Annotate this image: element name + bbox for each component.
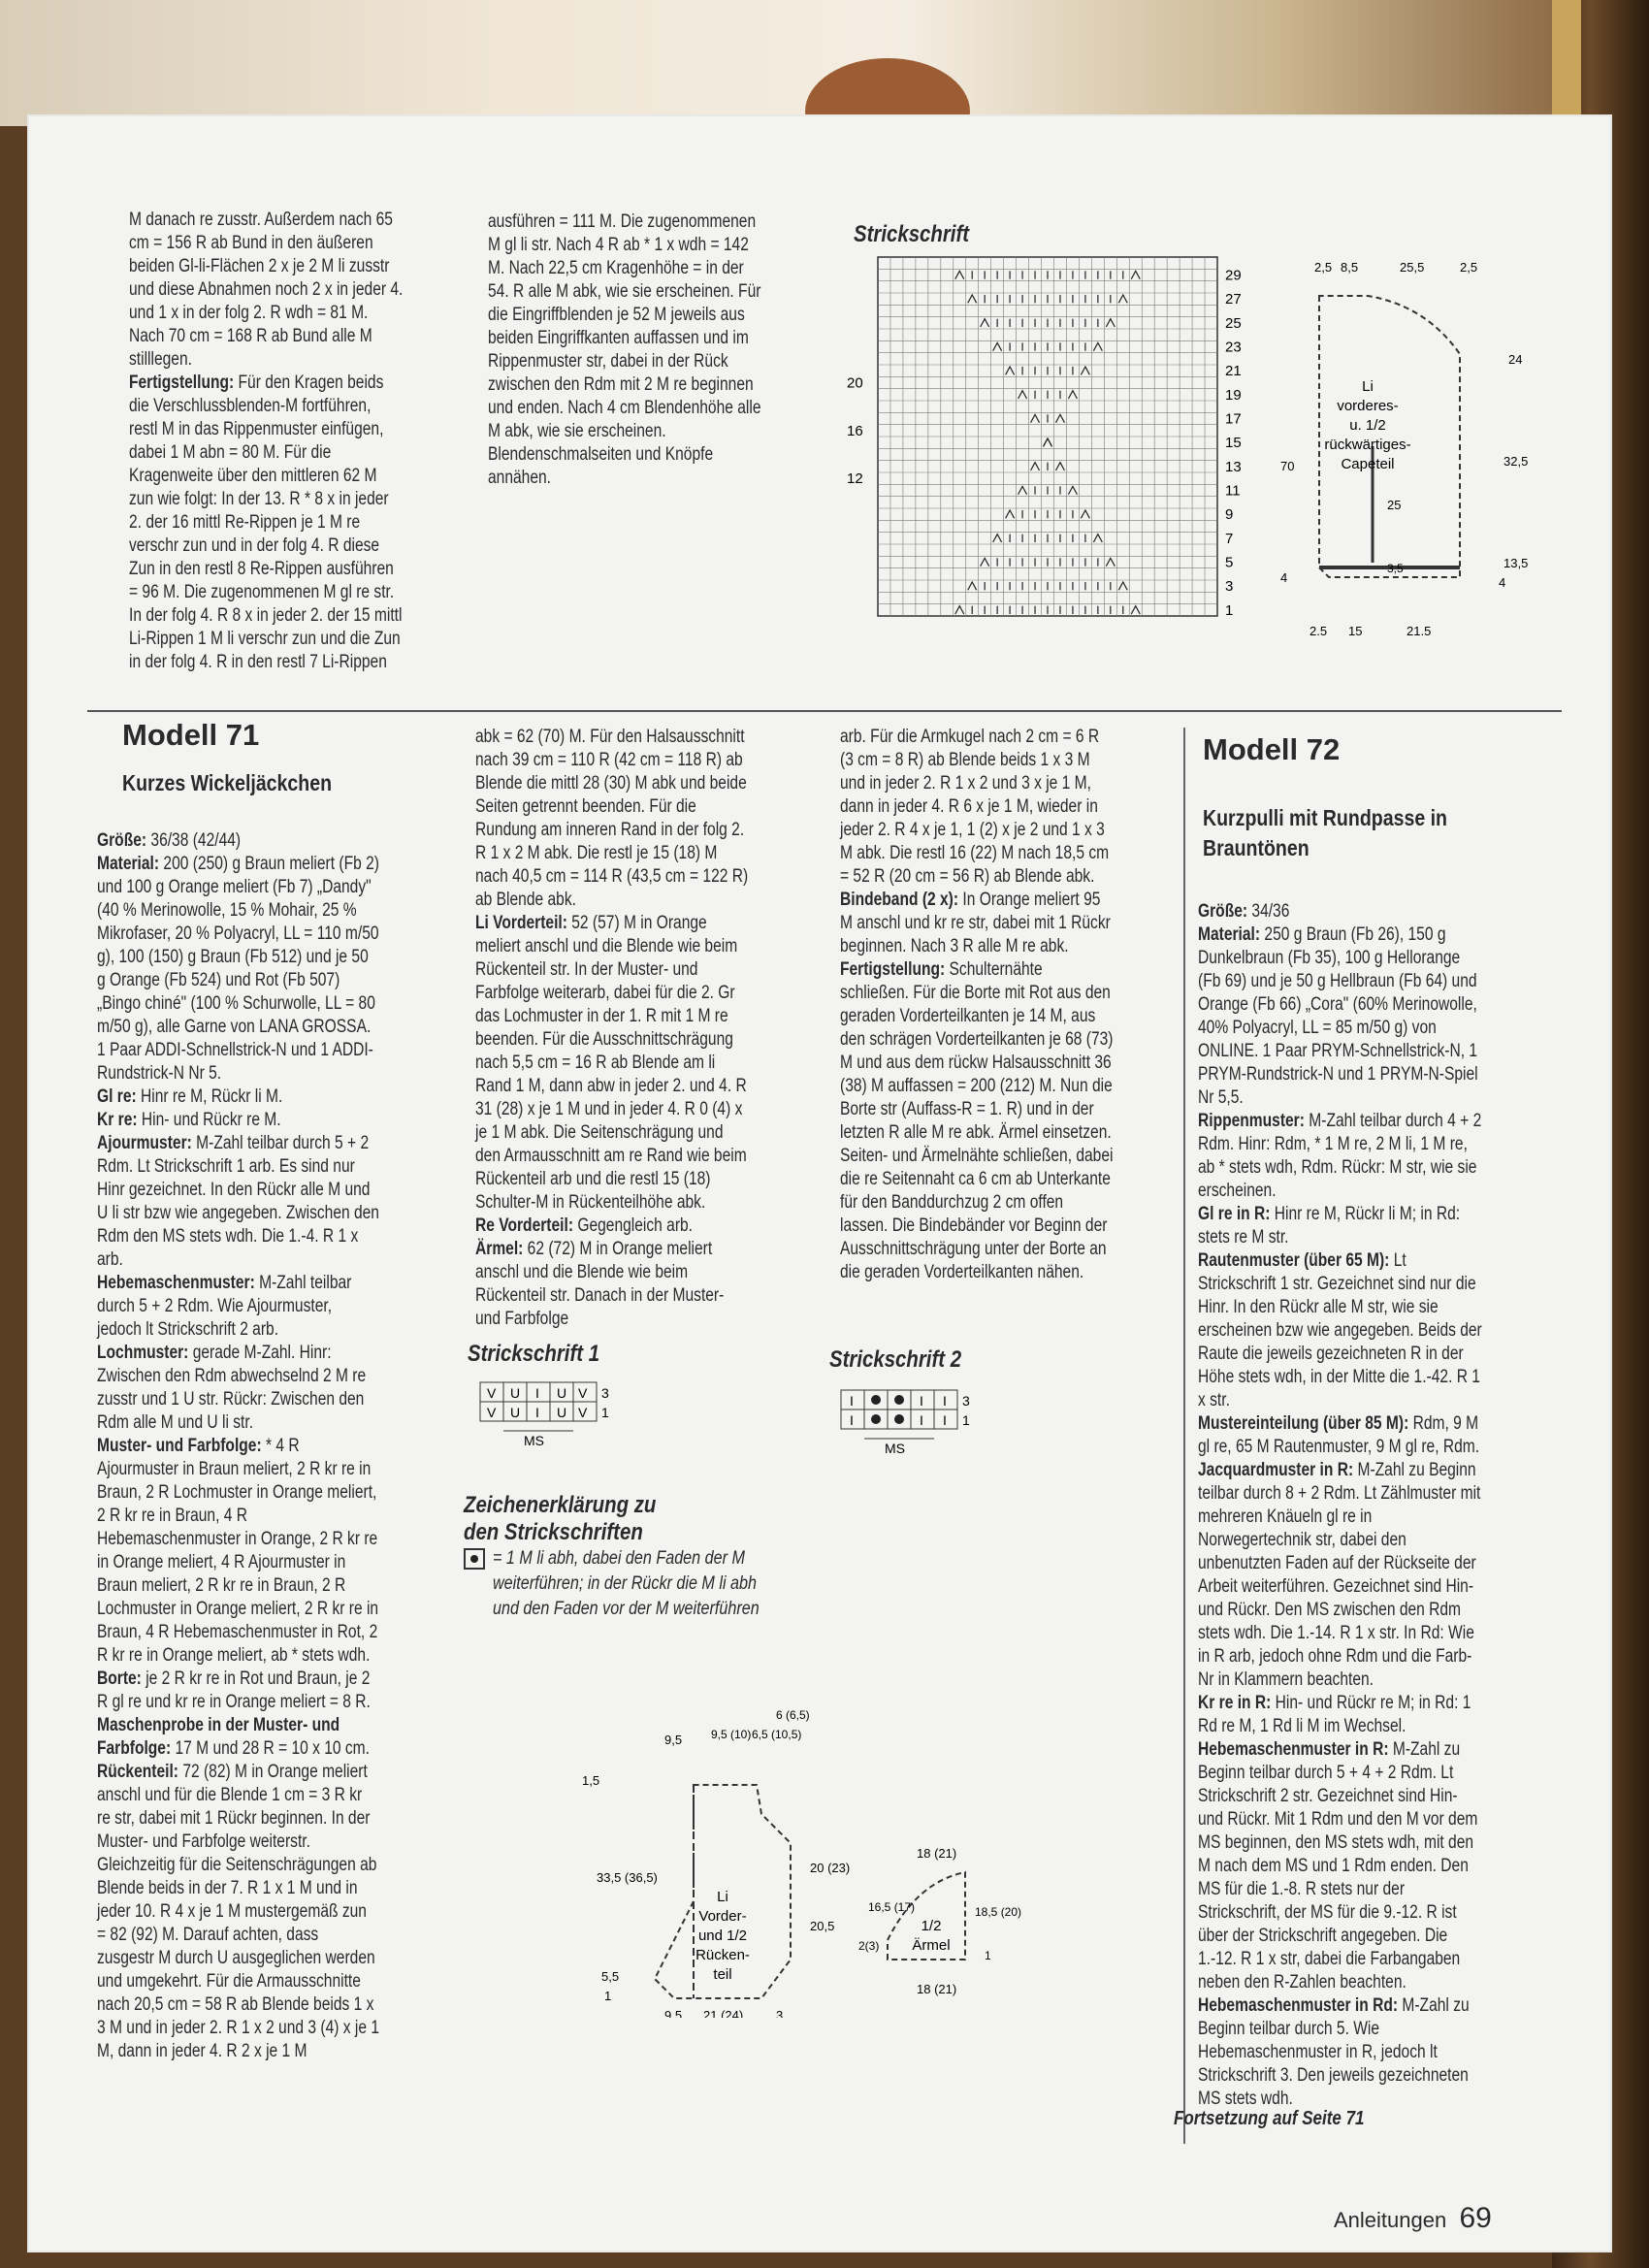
svg-text:I: I xyxy=(535,1405,539,1420)
krre-label: Kr re: xyxy=(97,1110,138,1130)
chart-right-row-numbers xyxy=(1225,267,1242,618)
chart-row-number: 12 xyxy=(847,470,863,488)
krre-text: Hin- und Rückr re M. xyxy=(141,1110,281,1130)
m72-glre-text: Hinr re M, Rückr li M; in Rd: stets re M str. xyxy=(1198,1204,1461,1247)
svg-text:2,5: 2,5 xyxy=(1460,260,1478,275)
m72-size-value: 34/36 xyxy=(1251,901,1290,922)
model-71-column-2 xyxy=(475,726,750,1331)
chart-cell-mark xyxy=(1018,486,1027,494)
svg-text:1: 1 xyxy=(604,1989,612,2003)
svg-text:V: V xyxy=(487,1405,497,1420)
strickschrift-1-title: Strickschrift 1 xyxy=(468,1341,600,1367)
chart-cell-mark xyxy=(955,606,964,614)
chart-row-number: 7 xyxy=(1225,530,1234,547)
raute-text: Lt Strickschrift 1 str. Gezeichnet sind nur die Hinr. In den Rückr alle M str, wie sie erscheinen bzw wie angegeben. Beids der Raute die jeweils gezeichneten R in der Höhe stets wdh, in der Mitte die 1.-42. R 1 x str. xyxy=(1198,1250,1482,1410)
chart-cell-mark xyxy=(993,342,1002,350)
svg-text:I: I xyxy=(943,1412,947,1428)
ajour-label: Ajourmuster: xyxy=(97,1133,192,1153)
aermel-label: Ärmel: xyxy=(475,1239,524,1259)
svg-text:u. 1/2: u. 1/2 xyxy=(1349,417,1386,434)
chart-row-number: 1 xyxy=(1225,601,1234,619)
chart-cell-mark xyxy=(1081,510,1089,518)
svg-text:1: 1 xyxy=(985,1949,991,1962)
svg-text:2,5: 2,5 xyxy=(1310,624,1328,635)
svg-text:Vorder-: Vorder- xyxy=(698,1908,747,1925)
chart-cell-mark xyxy=(981,558,989,566)
page-footer xyxy=(1334,2202,1492,2235)
svg-text:70: 70 xyxy=(1280,459,1295,473)
chart-row-number: 25 xyxy=(1225,314,1242,332)
top-col1-b-label: Fertigstellung: xyxy=(129,373,235,393)
top-capeteil-schematic xyxy=(1261,247,1571,640)
revt-text: Gegengleich arb. xyxy=(577,1215,694,1236)
model-72-column xyxy=(1198,900,1484,2111)
svg-text:16,5 (17): 16,5 (17) xyxy=(868,1900,916,1914)
size-value: 36/38 (42/44) xyxy=(150,830,242,851)
strickschrift-1-chart xyxy=(475,1377,650,1460)
heberd-text: M-Zahl zu Beginn teilbar durch 5. Wie Hebemaschenmuster in R, jedoch lt Strickschrift 3. Den jeweils gezeichneten MS stets wdh. xyxy=(1198,1995,1470,2109)
m72-hebe-text: M-Zahl zu Beginn teilbar durch 5 + 4 + 2 Rdm. Lt Strickschrift 2 str. Gezeichnet sind Hin- und Rückr. Mit 1 Rdm und den M vor dem MS beginnen, den MS stets wdh, mit den M nach dem MS und 1 Rdm enden. Den MS für die 1.-8. R stets nur der Strickschrift, der MS für die 9.-12. R ist über der Strickschrift angegeben. Die 1.-12. R 1 x str, dabei die Farbangaben neben den R-Zahlen beachten. xyxy=(1198,1739,1478,1993)
back-piece-schematic xyxy=(567,1707,858,2023)
jacq-text: M-Zahl zu Beginn teilbar durch 8 + 2 Rdm. Lt Zählmuster mit mehreren Knäueln gl re in Norwegertechnik str, dabei den unbenutzten Faden auf der Rückseite der Arbeit weiterführen. Gezeichnet sind Hin- und Rückr. Den MS zwischen den Rdm stets wdh. Die 1.-14. R 1 x str. In Rd: Wie in R arb, jedoch ohne Rdm und die Farb-Nr in Klammern beachten. xyxy=(1198,1460,1481,1690)
svg-text:I: I xyxy=(920,1393,923,1409)
svg-text:U: U xyxy=(557,1385,567,1401)
svg-text:33,5 (36,5): 33,5 (36,5) xyxy=(597,1870,658,1885)
col2-a-text: abk = 62 (70) M. Für den Halsausschnitt nach 39 cm = 110 R (42 cm = 118 R) ab Blende die mittl 28 (30) M abk und beide Seiten getrennt beenden. Für die Rundung am inneren Rand in der folg 2. R 1 x 2 M abk. Die restl je 15 (18) M nach 40,5 cm = 114 R (43,5 cm = 122 R) ab Blende abk. xyxy=(475,727,749,910)
ss2-ms: MS xyxy=(885,1441,905,1456)
svg-text:25: 25 xyxy=(1387,498,1402,512)
svg-text:20,5: 20,5 xyxy=(810,1919,835,1933)
chart-cell-mark xyxy=(1006,367,1015,374)
svg-text:I: I xyxy=(920,1412,923,1428)
m72-glre-label: Gl re in R: xyxy=(1198,1204,1271,1224)
ss1-row-3: 3 xyxy=(601,1385,609,1401)
chart-cell-mark xyxy=(968,295,977,303)
chart-cell-mark xyxy=(1031,414,1040,422)
svg-text:I: I xyxy=(850,1412,854,1428)
svg-text:und 1/2: und 1/2 xyxy=(697,1928,748,1944)
svg-text:21 (24): 21 (24) xyxy=(703,2008,744,2018)
svg-text:8,5: 8,5 xyxy=(1341,260,1359,275)
svg-text:3,5: 3,5 xyxy=(1387,562,1404,575)
binde-label: Bindeband (2 x): xyxy=(840,890,959,910)
column-divider xyxy=(1183,728,1185,2144)
svg-text:20 (23): 20 (23) xyxy=(810,1861,851,1875)
ajour-text: M-Zahl teilbar durch 5 + 2 Rdm. Lt Strickschrift 1 arb. Es sind nur Hinr gezeichnet. In den Rückr alle M und U li str bzw wie angegeben. Zwischen den Rdm den MS stets wdh. Die 1.-4. R 1 x arb. xyxy=(97,1133,379,1270)
top-chart-title: Strickschrift xyxy=(854,221,970,247)
chart-row-number: 11 xyxy=(1225,482,1241,500)
top-knitting-chart xyxy=(839,247,1246,640)
svg-text:2(3): 2(3) xyxy=(858,1939,880,1953)
model-71-column-3 xyxy=(840,726,1115,1284)
hebe-text: M-Zahl teilbar durch 5 + 2 Rdm. Wie Ajourmuster, jedoch lt Strickschrift 2 arb. xyxy=(97,1273,352,1340)
chart-cell-mark xyxy=(993,535,1002,542)
svg-text:13,5: 13,5 xyxy=(1504,556,1529,570)
top-col2-text: ausführen = 111 M. Die zugenommenen M gl li str. Nach 4 R ab * 1 x wdh = 142 M. Nach 22,5 cm Kragenhöhe = in der 54. R alle M abk, wie sie erscheinen. Für die Eingriffblenden je 52 M jeweils aus beiden Eingriffkanten auffassen und im Rippenmuster str, dabei in der Rück zwischen den Rdm mit 2 M re beginnen und enden. Nach 4 cm Blendenhöhe alle M abk, wie sie erscheinen. Blendenschmalseiten und Knöpfe annähen. xyxy=(488,211,761,488)
model-71-column-1 xyxy=(97,829,379,2063)
chart-cell-mark xyxy=(1106,319,1115,327)
chart-cell-mark xyxy=(1068,391,1077,399)
chart-cell-mark xyxy=(1106,558,1115,566)
svg-text:V: V xyxy=(487,1385,497,1401)
chart-cell-mark xyxy=(1118,295,1127,303)
chart-row-number: 29 xyxy=(1225,267,1242,284)
svg-text:I: I xyxy=(535,1385,539,1401)
chart-cell-mark xyxy=(1006,510,1015,518)
svg-text:Ärmel: Ärmel xyxy=(912,1937,951,1954)
slip-stitch-symbol-icon xyxy=(464,1548,485,1570)
svg-text:U: U xyxy=(557,1405,567,1420)
svg-text:Rücken-: Rücken- xyxy=(695,1947,750,1963)
strickschrift-2-chart xyxy=(836,1385,1011,1468)
einteil-label: Mustereinteilung (über 85 M): xyxy=(1198,1413,1409,1434)
svg-text:9,5 (10): 9,5 (10) xyxy=(711,1728,752,1741)
sleeve-schematic xyxy=(849,1804,1023,2003)
jacq-label: Jacquardmuster in R: xyxy=(1198,1460,1354,1480)
m72-hebe-label: Hebemaschenmuster in R: xyxy=(1198,1739,1389,1760)
ss1-row-1: 1 xyxy=(601,1405,609,1420)
material-text: 200 (250) g Braun meliert (Fb 2) und 100 g Orange meliert (Fb 7) „Dandy" (40 % Merinowolle, 15 % Mohair, 25 % Mikrofaser, 20 % Polyacryl, LL = 110 m/50 g), 100 (150) g Braun (Fb 512) und je 50 g Orange (Fb 524) und Rot (Fb 507) „Bingo chiné" (100 % Schurwolle, LL = 80 m/50 g), alle Garne von LANA GROSSA. 1 Paar ADDI-Schnellstrick-N und 1 ADDI-Rundstrick-N Nr 5. xyxy=(97,854,379,1084)
top-col1-b-text: Für den Kragen beids die Verschlussblenden-M fortführen, restl M in das Rippenmuster einfügen, dabei 1 M abn = 80 M. Für die Kragenweite über den mittleren 62 M zun wie folgt: In der 13. R * 8 x in jeder 2. der 16 mittl Re-Rippen je 1 M re verschr zun und in der folg 4. R diese Zun in den restl 8 Re-Rippen ausführen = 96 M. Die zugenommenen M gl re str. In der folg 4. R 8 x in jeder 2. der 15 mittl Li-Rippen 1 M li verschr zun und die Zun in der folg 4. R in den restl 7 Li-Rippen xyxy=(129,373,403,672)
svg-text:4: 4 xyxy=(1499,575,1506,590)
chart-cell-mark xyxy=(1055,414,1064,422)
chart-row-number: 15 xyxy=(1225,435,1242,452)
m72-material-label: Material: xyxy=(1198,924,1261,945)
section-divider xyxy=(87,710,1562,712)
chart-cell-mark xyxy=(981,319,989,327)
size-label: Größe: xyxy=(97,830,147,851)
chart-row-number: 23 xyxy=(1225,339,1242,356)
probe-label: Maschenprobe in der Muster- und Farbfolge: xyxy=(97,1715,340,1759)
svg-text:6,5 (10,5): 6,5 (10,5) xyxy=(752,1728,802,1741)
glre-text: Hinr re M, Rückr li M. xyxy=(141,1086,283,1107)
capeteil-label-1: Li xyxy=(1362,378,1374,395)
m72-krre-text: Hin- und Rückr re M; in Rd: 1 Rd re M, 1 Rd li M im Wechsel. xyxy=(1198,1693,1471,1736)
m72-krre-label: Kr re in R: xyxy=(1198,1693,1272,1713)
chart-cell-mark xyxy=(968,582,977,590)
chart-row-number: 9 xyxy=(1225,506,1234,524)
chart-row-number: 17 xyxy=(1225,410,1242,428)
muster-text: * 4 R Ajourmuster in Braun meliert, 2 R kr re in Braun, 2 R Lochmuster in Orange meliert, 2 R kr re in Braun, 4 R Hebemaschenmuster in Orange, 2 R kr re in Orange meliert, 4 R Ajourmuster in Braun meliert, 2 R kr re in Braun, 2 R Lochmuster in Orange meliert, 2 R kr re in Braun, 4 R Hebemaschenmuster in Rot, 2 R kr re in Orange meliert, ab * stets wdh. xyxy=(97,1436,379,1666)
loch-label: Lochmuster: xyxy=(97,1343,189,1363)
model-71-title: Modell 71 xyxy=(122,718,260,752)
chart-cell-mark xyxy=(1044,438,1052,446)
chart-cell-mark xyxy=(1068,486,1077,494)
chart-cell-mark xyxy=(955,271,964,278)
rippen-text: M-Zahl teilbar durch 4 + 2 Rdm. Hinr: Rdm, * 1 M re, 2 M li, 1 M re, ab * stets wdh, Rdm. Rückr: M str, wie sie erscheinen. xyxy=(1198,1111,1482,1201)
svg-text:vorderes-: vorderes- xyxy=(1337,398,1399,414)
strickschrift-2-title: Strickschrift 2 xyxy=(829,1346,962,1373)
svg-text:6 (6,5): 6 (6,5) xyxy=(776,1708,810,1722)
chart-row-number: 21 xyxy=(1225,363,1242,380)
svg-text:24: 24 xyxy=(1508,352,1523,367)
loch-text: gerade M-Zahl. Hinr: Zwischen den Rdm abwechselnd 2 M re zusstr und 1 U str. Rückr: Zwischen den Rdm alle M und U li str. xyxy=(97,1343,367,1433)
chart-cell-mark xyxy=(1093,342,1102,350)
svg-text:U: U xyxy=(510,1405,521,1420)
chart-cell-mark xyxy=(1081,367,1089,374)
svg-text:9,5: 9,5 xyxy=(664,1733,683,1747)
chart-row-number: 20 xyxy=(847,374,863,392)
svg-text:15: 15 xyxy=(1348,624,1363,635)
chart-row-number: 19 xyxy=(1225,386,1242,404)
chart-cell-mark xyxy=(1018,391,1027,399)
chart-cell-mark xyxy=(1031,463,1040,470)
chart-row-number: 3 xyxy=(1225,578,1234,596)
hebe-label: Hebemaschenmuster: xyxy=(97,1273,255,1293)
raute-label: Rautenmuster (über 65 M): xyxy=(1198,1250,1390,1271)
svg-text:4: 4 xyxy=(1280,570,1288,585)
svg-text:U: U xyxy=(510,1385,521,1401)
rueck-text: 72 (82) M in Orange meliert anschl und für die Blende 1 cm = 3 R kr re str, dabei mit 1 Rückr beginnen. In der Muster- und Farbfolge weiterstr. Gleichzeitig für die Seitenschrägungen ab Blende beids in der 7. R 1 x 1 M und in jeder 10. R 4 x je 1 M mustergemäß zun = 82 (92) M. Darauf achten, dass zusgestr M durch U ausgeglichen werden und umgekehrt. Für die Armausschnitte nach 20,5 cm = 58 R ab Blende beids 1 x 3 M und in jeder 2. R 1 x 2 und 3 (4) x je 1 M, dann in jeder 4. R 2 x je 1 M xyxy=(97,1762,379,2061)
svg-text:18,5 (20): 18,5 (20) xyxy=(975,1905,1022,1919)
svg-text:3: 3 xyxy=(776,2008,784,2018)
heberd-label: Hebemaschenmuster in Rd: xyxy=(1198,1995,1399,2016)
legend-title: Zeichenerklärung zu den Strickschriften xyxy=(464,1492,657,1545)
livt-label: Li Vorderteil: xyxy=(475,913,567,933)
chart-row-number: 5 xyxy=(1225,554,1234,571)
chart-cell-mark xyxy=(1118,582,1127,590)
glre-label: Gl re: xyxy=(97,1086,137,1107)
chart-row-number: 13 xyxy=(1225,458,1242,475)
svg-text:rückwärtiges-: rückwärtiges- xyxy=(1324,437,1411,453)
ss2-row-3: 3 xyxy=(962,1393,970,1409)
page-number: 69 xyxy=(1459,2202,1492,2234)
svg-text:V: V xyxy=(578,1385,588,1401)
chart-row-number: 27 xyxy=(1225,291,1242,308)
livt-text: 52 (57) M in Orange meliert anschl und die Blende wie beim Rückenteil str. In der Muster- und Farbfolge weiterarb, dabei für die 2. Gr das Lochmuster in der 1. R mit 1 M re beenden. Für die Ausschnittschrägung nach 5,5 cm = 16 R ab Blende am li Rand 1 M, dann abw in jeder 2. und 4. R 31 (28) x je 1 M und in jeder 4. R 0 (4) x je 1 M abk. Die Seitenschrägung und den Armausschnitt am re Rand wie beim Rückenteil arb und die restl 15 (18) Schulter-M in Rückenteilhöhe abk. xyxy=(475,913,747,1213)
svg-text:V: V xyxy=(578,1405,588,1420)
svg-text:I: I xyxy=(850,1393,854,1409)
borte-text: je 2 R kr re in Rot und Braun, je 2 R gl re und kr re in Orange meliert = 8 R. xyxy=(97,1669,371,1712)
model-72-title: Modell 72 xyxy=(1203,732,1341,766)
ss2-row-1: 1 xyxy=(962,1412,970,1428)
svg-text:Li: Li xyxy=(717,1889,728,1905)
muster-label: Muster- und Farbfolge: xyxy=(97,1436,262,1456)
fert-text: Schulternähte schließen. Für die Borte mit Rot aus den geraden Vorderteilkanten je 14 M, aus den schrägen Vorderteilkanten je 68 (73) M und aus dem rückw Halsausschnitt 36 (38) M auffassen = 200 (212) M. Nun die Borte str (Auffass-R = 1. R) und in der letzten R alle M re abk. Ärmel einsetzen. Seiten- und Ärmelnähte schließen, dabei die re Seitennaht ca 6 cm ab Unterkante für den Banddurchzug 2 cm offen lassen. Die Bindebänder vor Beginn der Ausschnittschrägung unter der Borte an die geraden Vorderteilkanten nähen. xyxy=(840,959,1114,1282)
svg-text:2,5: 2,5 xyxy=(1314,260,1333,275)
m72-size-label: Größe: xyxy=(1198,901,1248,922)
svg-text:32,5: 32,5 xyxy=(1504,454,1529,469)
svg-text:1/2: 1/2 xyxy=(921,1918,942,1934)
svg-text:5,5: 5,5 xyxy=(601,1969,620,1984)
aermel-text: 62 (72) M in Orange meliert anschl und die Blende wie beim Rückenteil str. Danach in der Muster- und Farbfolge xyxy=(475,1239,725,1329)
svg-text:Capeteil: Capeteil xyxy=(1341,456,1395,472)
svg-text:18 (21): 18 (21) xyxy=(917,1846,957,1861)
probe-text: 17 M und 28 R = 10 x 10 cm. xyxy=(175,1738,370,1759)
fert-label: Fertigstellung: xyxy=(840,959,946,980)
model-72-subtitle: Kurzpulli mit Rundpasse in Brauntönen xyxy=(1203,805,1447,860)
m72-material-text: 250 g Braun (Fb 26), 150 g Dunkelbraun (Fb 35), 100 g Hellorange (Fb 69) und je 50 g Hellbraun (Fb 64) und Orange (Fb 66) „Cora" (60% Merinowolle, 40% Polyacryl, LL = 85 m/50 g) von ONLINE. 1 Paar PRYM-Schnellstrick-N, 1 PRYM-Rundstrick-N und 1 PRYM-N-Spiel Nr 5,5. xyxy=(1198,924,1478,1108)
revt-label: Re Vorderteil: xyxy=(475,1215,574,1236)
svg-text:9,5: 9,5 xyxy=(664,2008,683,2018)
top-column-1 xyxy=(129,209,404,674)
svg-text:25,5: 25,5 xyxy=(1400,260,1425,275)
footer-section: Anleitungen xyxy=(1334,2208,1447,2232)
chart-cell-mark xyxy=(1131,271,1140,278)
legend-text: = 1 M li abh, dabei den Faden der M weiterführen; in der Rückr die M li abh und den Faden vor der M weiterführen xyxy=(493,1548,760,1619)
rueck-label: Rückenteil: xyxy=(97,1762,178,1782)
magazine-page xyxy=(29,116,1610,2251)
chart-cell-mark xyxy=(1131,606,1140,614)
chart-cell-mark xyxy=(1093,535,1102,542)
chart-left-row-numbers xyxy=(847,374,863,487)
svg-text:teil: teil xyxy=(713,1966,732,1983)
ss1-ms: MS xyxy=(524,1433,544,1448)
col3-a-text: arb. Für die Armkugel nach 2 cm = 6 R (3 cm = 8 R) ab Blende beids 1 x 3 M und in jeder 2. R 1 x 2 und 3 x je 1 M, dann in jeder 4. R 6 x je 1 M, wieder in jeder 2. R 4 x je 1, 1 (2) x je 2 und 1 x 3 M abk. Die restl 16 (22) M nach 18,5 cm = 52 R (20 cm = 56 R) ab Blende abk. xyxy=(840,727,1110,887)
model-71-subtitle: Kurzes Wickeljäckchen xyxy=(122,770,333,795)
binde-text: In Orange meliert 95 M anschl und kr re str, dabei mit 1 Rückr beginnen. Nach 3 R alle M re abk. xyxy=(840,890,1111,956)
continue-note: Fortsetzung auf Seite 71 xyxy=(1174,2108,1365,2129)
chart-cell-mark xyxy=(1055,463,1064,470)
borte-label: Borte: xyxy=(97,1669,142,1689)
svg-text:18 (21): 18 (21) xyxy=(917,1982,957,1996)
einteil-text: Rdm, 9 M gl re, 65 M Rautenmuster, 9 M gl re, Rdm. xyxy=(1198,1413,1480,1457)
rippen-label: Rippenmuster: xyxy=(1198,1111,1305,1131)
top-col1-text: M danach re zusstr. Außerdem nach 65 cm = 156 R ab Bund in den äußeren beiden Gl-li-Flächen 2 x je 2 M li zusstr und diese Abnahmen noch 2 x in jeder 4. und 1 x in der folg 2. R wdh = 81 M. Nach 70 cm = 168 R ab Bund alle M stilllegen. xyxy=(129,210,404,370)
svg-text:I: I xyxy=(943,1393,947,1409)
svg-text:1,5: 1,5 xyxy=(582,1773,600,1788)
svg-text:21,5: 21,5 xyxy=(1406,624,1432,635)
chart-row-number: 16 xyxy=(847,422,863,439)
top-column-2 xyxy=(488,211,762,490)
material-label: Material: xyxy=(97,854,160,874)
